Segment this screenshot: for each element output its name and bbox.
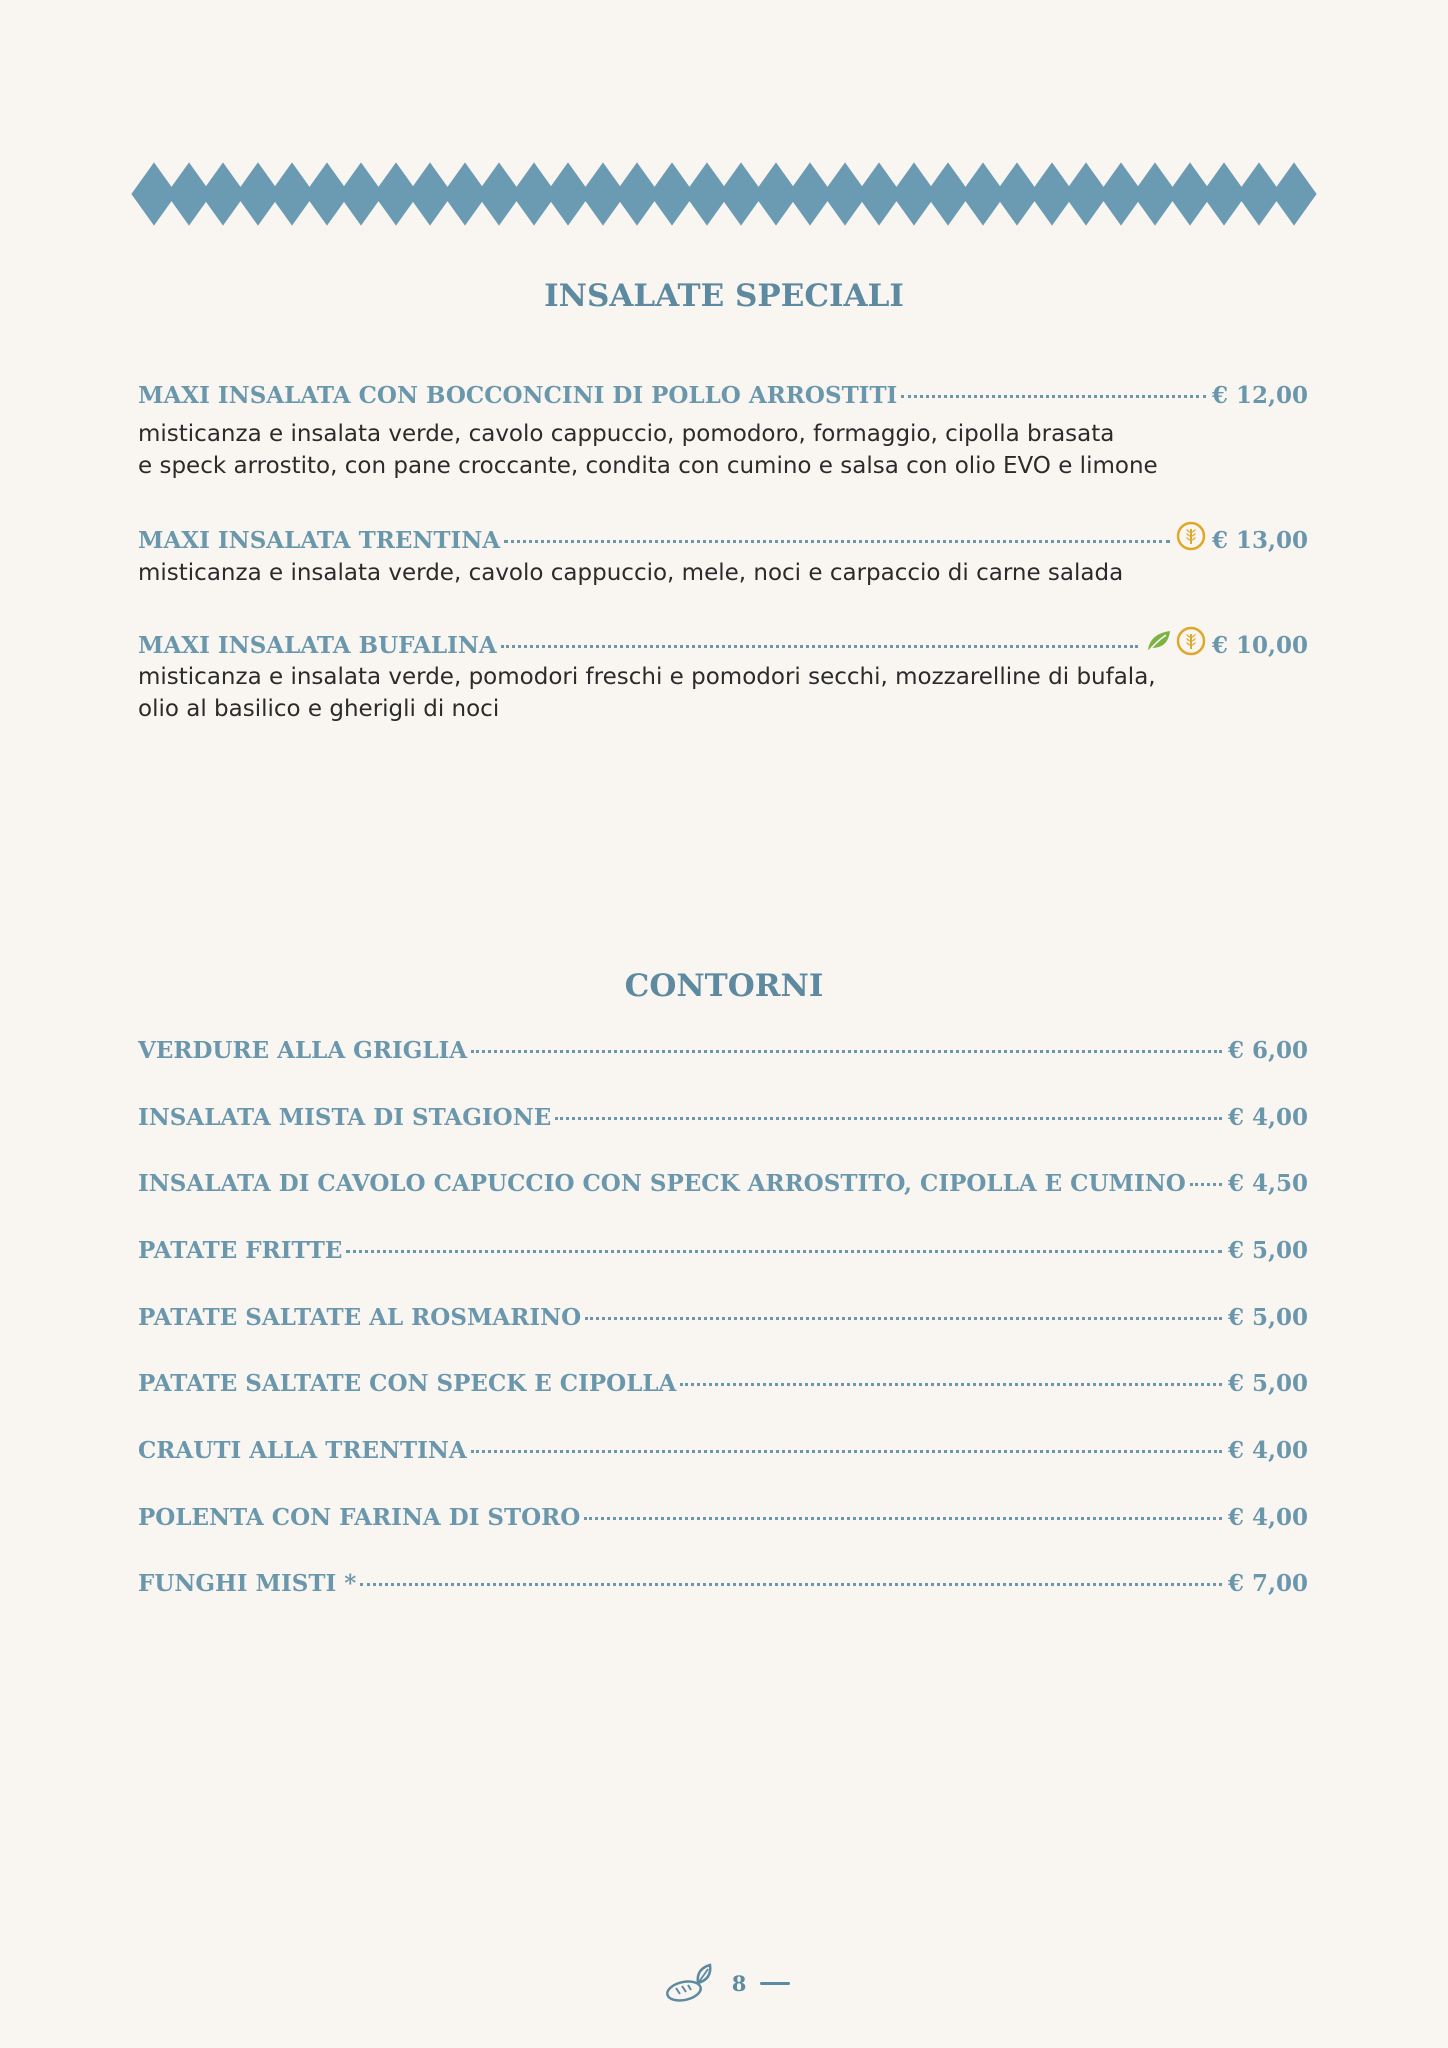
menu-item [138,1036,1308,1066]
menu-item [138,1303,1308,1333]
item-price: € 12,00 [1211,382,1308,409]
menu-item [138,518,1308,556]
section-title-insalate: INSALATE SPECIALI [544,278,904,314]
menu-item [138,1236,1308,1266]
menu-item [138,1569,1308,1599]
item-name: MAXI INSALATA BUFALINA [138,632,497,659]
dot-leader [346,1250,1222,1253]
wheat-icon [1176,626,1206,656]
item-price: € 6,00 [1227,1037,1308,1064]
dot-leader [1190,1183,1222,1186]
item-price: € 10,00 [1211,632,1308,659]
item-name: VERDURE ALLA GRIGLIA [138,1037,468,1064]
item-price: € 5,00 [1227,1237,1308,1264]
item-description: misticanza e insalata verde, pomodori freschi e pomodori secchi, mozzarelline di bufala, [138,664,1156,690]
item-price: € 5,00 [1227,1370,1308,1397]
diamond-ornament [1271,162,1316,225]
menu-item [138,1103,1308,1133]
item-description: e speck arrostito, con pane croccante, condita con cumino e salsa con olio EVO e limone [138,453,1158,479]
item-description: olio al basilico e gherigli di noci [138,696,500,722]
leaf-icon [1144,626,1174,656]
page-footer [0,1958,1448,2008]
diamond-border [138,170,1310,218]
dot-leader [680,1383,1222,1386]
item-name: PATATE SALTATE AL ROSMARINO [138,1304,582,1331]
item-name: MAXI INSALATA CON BOCCONCINI DI POLLO ARROSTITI [138,382,898,409]
menu-item [138,1169,1308,1199]
item-price: € 4,50 [1227,1170,1308,1197]
bread-leaf-icon [658,1961,722,2005]
item-price: € 4,00 [1227,1504,1308,1531]
item-name: FUNGHI MISTI * [138,1570,357,1597]
item-icons [1144,626,1206,656]
dot-leader [555,1117,1222,1120]
menu-item [138,1503,1308,1533]
dot-leader [471,1050,1222,1053]
item-name: PATATE SALTATE CON SPECK E CIPOLLA [138,1370,677,1397]
menu-item [138,1369,1308,1399]
item-price: € 4,00 [1227,1437,1308,1464]
dot-leader [504,540,1170,543]
item-name: INSALATA DI CAVOLO CAPUCCIO CON SPECK ARROSTITO, CIPOLLA E CUMINO [138,1170,1186,1197]
wheat-icon [1176,521,1206,551]
item-name: PATATE FRITTE [138,1237,343,1264]
dot-leader [585,1317,1222,1320]
item-description: misticanza e insalata verde, cavolo cappuccio, mele, noci e carpaccio di carne salada [138,560,1124,586]
item-name: POLENTA CON FARINA DI STORO [138,1504,581,1531]
section-title-contorni: CONTORNI [624,968,824,1004]
item-name: INSALATA MISTA DI STAGIONE [138,1104,552,1131]
item-price: € 13,00 [1211,527,1308,554]
dot-leader [360,1583,1222,1586]
menu-item [138,1436,1308,1466]
menu-item [138,381,1308,411]
menu-item [138,623,1308,661]
item-name: CRAUTI ALLA TRENTINA [138,1437,467,1464]
page-number: 8 [731,1970,747,1996]
dot-leader [471,1450,1222,1453]
dot-leader [901,395,1206,398]
dot-leader [584,1517,1222,1520]
dot-leader [501,645,1138,648]
item-description: misticanza e insalata verde, cavolo cappuccio, pomodoro, formaggio, cipolla brasata [138,421,1115,447]
item-icons [1176,521,1206,551]
item-price: € 7,00 [1227,1570,1308,1597]
footer-dash [760,1982,790,1985]
item-price: € 5,00 [1227,1304,1308,1331]
item-name: MAXI INSALATA TRENTINA [138,527,501,554]
item-price: € 4,00 [1227,1104,1308,1131]
